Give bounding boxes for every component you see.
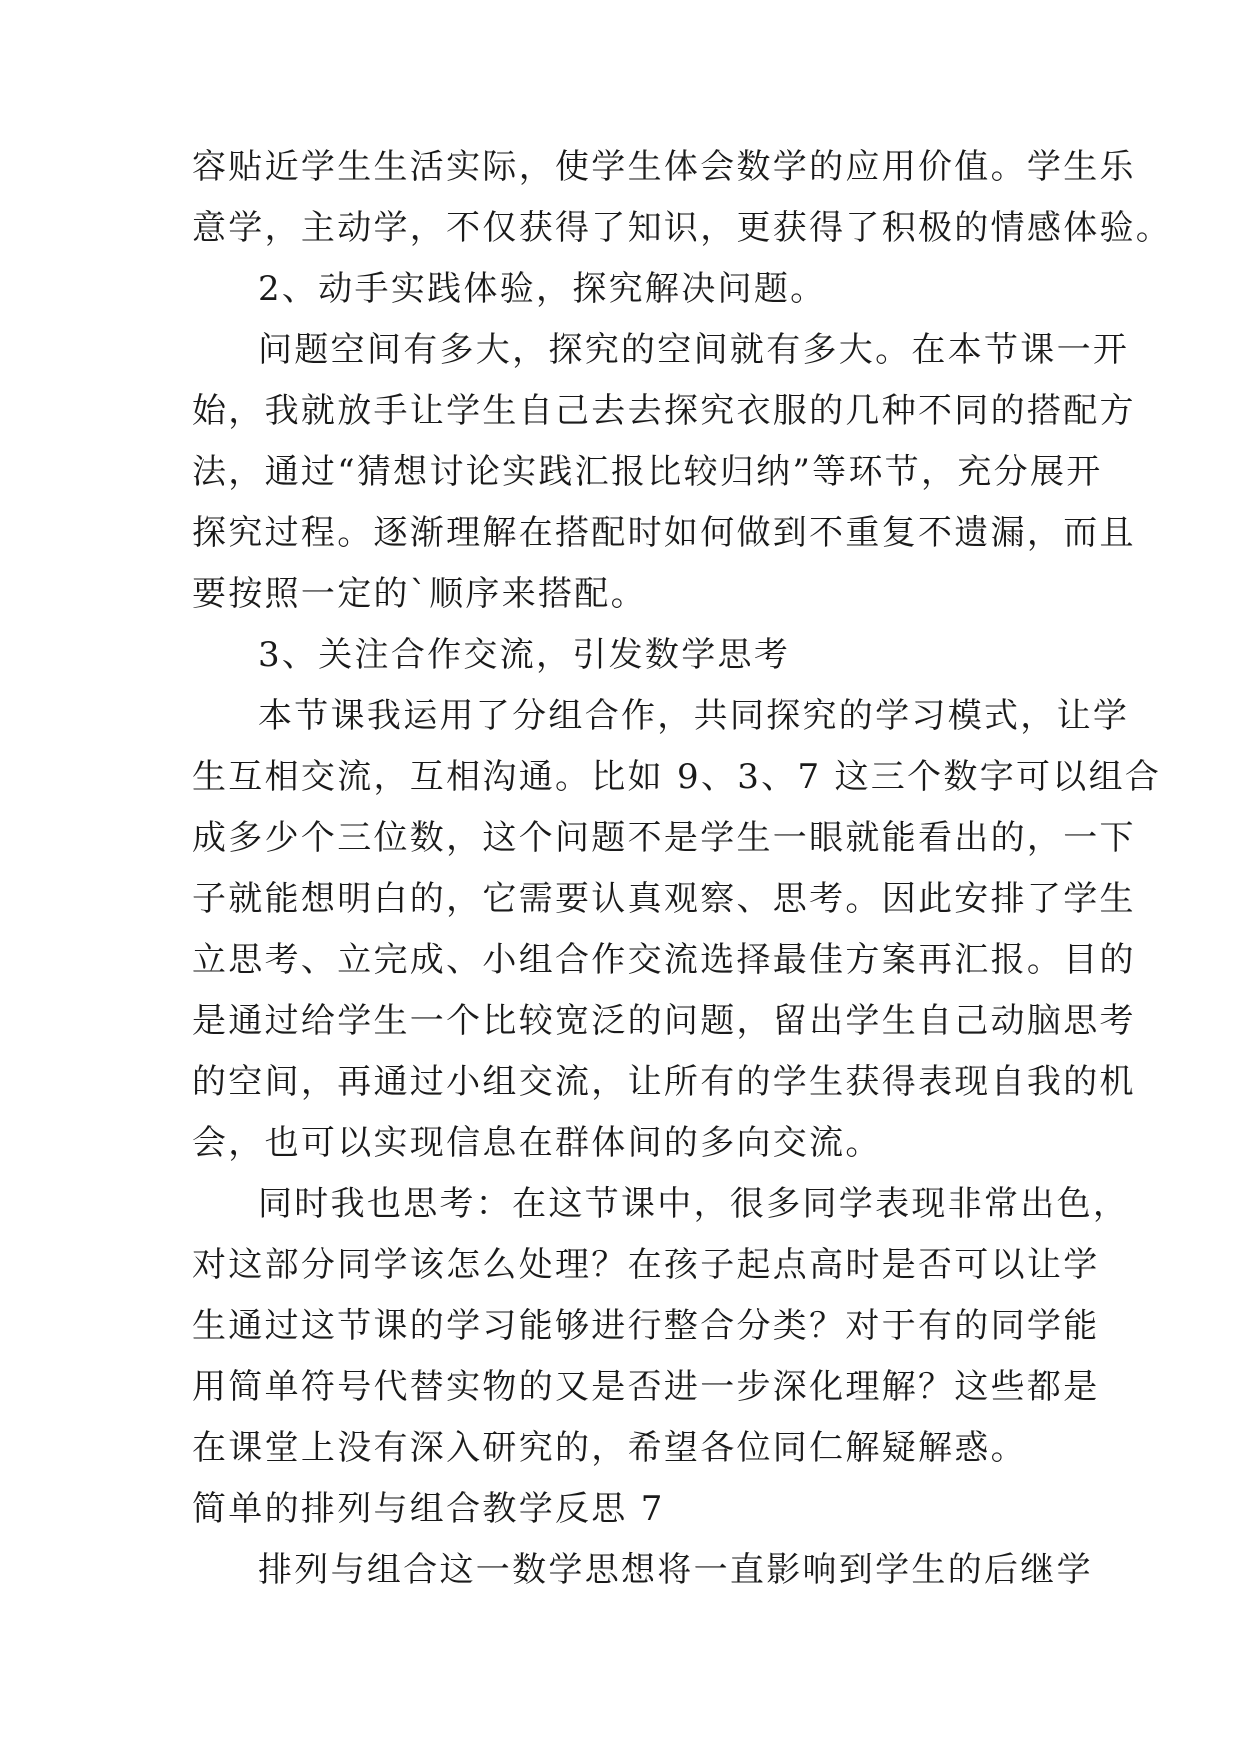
text-line: 立思考、立完成、小组合作交流选择最佳方案再汇报。目的 (192, 940, 1136, 980)
text-line: 意学，主动学，不仅获得了知识，更获得了积极的情感体验。 (192, 208, 1173, 248)
text-line: 探究过程。逐渐理解在搭配时如何做到不重复不遗漏，而且 (192, 513, 1136, 553)
list-heading: 2、动手实践体验，探究解决问题。 (258, 269, 827, 309)
text-line: 是通过给学生一个比较宽泛的问题，留出学生自己动脑思考 (192, 1001, 1136, 1041)
text-line: 生互相交流，互相沟通。比如 9、3、7 这三个数字可以组合 (192, 757, 1162, 797)
text-line: 在课堂上没有深入研究的，希望各位同仁解疑解惑。 (192, 1428, 1027, 1468)
text-line: 问题空间有多大，探究的空间就有多大。在本节课一开 (258, 330, 1130, 370)
text-line: 生通过这节课的学习能够进行整合分类？对于有的同学能 (192, 1306, 1100, 1346)
text-line: 同时我也思考：在这节课中，很多同学表现非常出色， (258, 1184, 1130, 1224)
text-line: 排列与组合这一数学思想将一直影响到学生的后继学 (258, 1550, 1093, 1590)
text-line: 的空间，再通过小组交流，让所有的学生获得表现自我的机 (192, 1062, 1136, 1102)
text-line: 用简单符号代替实物的又是否进一步深化理解？这些都是 (192, 1367, 1100, 1407)
text-line: 始，我就放手让学生自己去去探究衣服的几种不同的搭配方 (192, 391, 1136, 431)
text-line: 对这部分同学该怎么处理？在孩子起点高时是否可以让学 (192, 1245, 1100, 1285)
text-line: 法，通过“猜想讨论实践汇报比较归纳”等环节，充分展开 (192, 452, 1103, 492)
text-line: 要按照一定的`顺序来搭配。 (192, 574, 647, 614)
section-title: 简单的排列与组合教学反思 7 (192, 1489, 665, 1529)
text-line: 成多少个三位数，这个问题不是学生一眼就能看出的，一下 (192, 818, 1136, 858)
text-line: 容贴近学生生活实际，使学生体会数学的应用价值。学生乐 (192, 147, 1136, 187)
text-line: 本节课我运用了分组合作，共同探究的学习模式，让学 (258, 696, 1130, 736)
text-line: 子就能想明白的，它需要认真观察、思考。因此安排了学生 (192, 879, 1136, 919)
text-line: 会，也可以实现信息在群体间的多向交流。 (192, 1123, 882, 1163)
list-heading: 3、关注合作交流，引发数学思考 (258, 635, 791, 675)
